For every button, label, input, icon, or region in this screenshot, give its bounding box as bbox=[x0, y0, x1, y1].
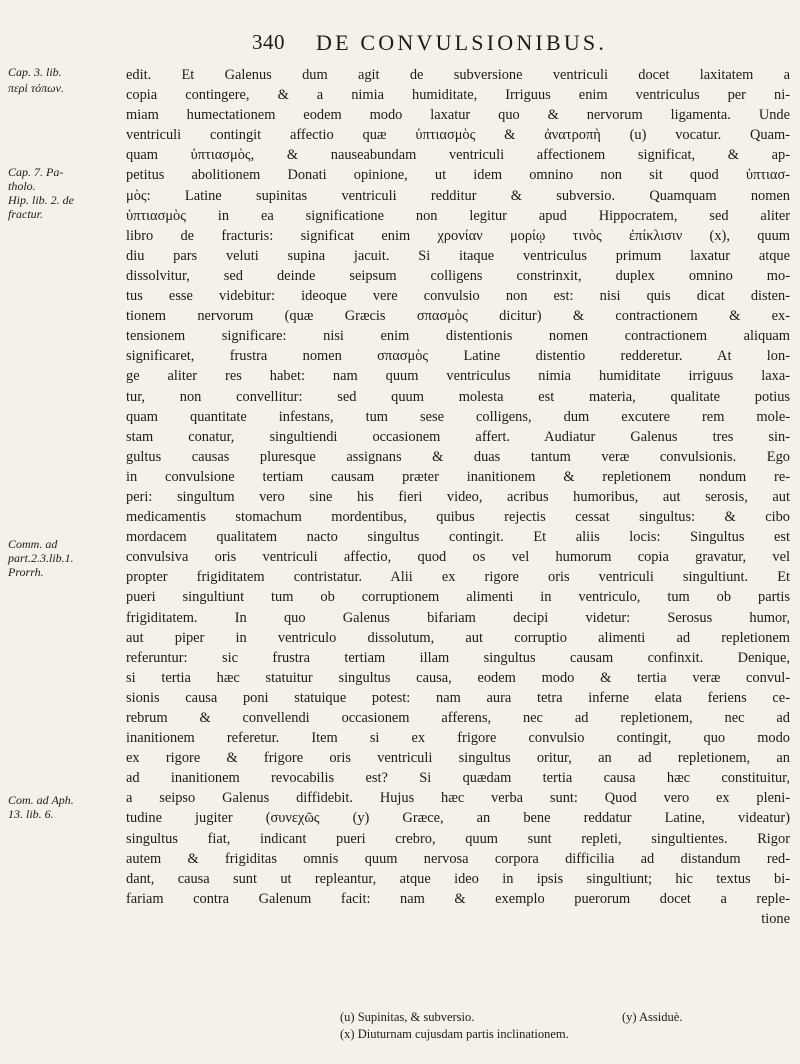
text-line: singultus fiat, indicant pueri crebro, quum sunt repleti, singultientes. Rigor bbox=[126, 830, 790, 847]
text-line: miam humectationem eodem modo laxatur quo & nervorum ligamenta. Unde bbox=[126, 107, 790, 124]
text-line: dant, causa sunt ut repleantur, atque ideo in ipsis singultiunt; hic textus bi- bbox=[126, 870, 790, 887]
text-line: referuntur: sic frustra tertiam illam singultus causam confinxit. Denique, bbox=[126, 649, 790, 666]
text-line: tudine jugiter (συνεχῶς (y) Græce, an bene reddatur Latine, videatur) bbox=[126, 810, 790, 827]
text-line: si tertia hæc statuitur singultus causa, eodem modo & tertia veræ convul- bbox=[126, 669, 790, 686]
text-line: in convulsione tertiam causam præter inanitionem & repletionem nondum re- bbox=[126, 468, 790, 485]
margin-note-tholo: tholo. bbox=[8, 179, 36, 193]
text-line: autem & frigiditas omnis quum nervosa corpora difficilia ad distandum red- bbox=[126, 850, 790, 867]
footnotes bbox=[0, 1010, 800, 1050]
text-line: pueri singultiunt tum ob corruptionem alimenti in ventriculo, tum ob partis bbox=[126, 589, 790, 606]
text-line: petitus abolitionem Donati opinione, ut idem omnino non sit quod ὑπτιασ- bbox=[126, 167, 790, 184]
text-line: stam conatur, singultiendi occasionem affert. Audiatur Galenus tres sin- bbox=[126, 428, 790, 445]
margin-note-fractur: fractur. bbox=[8, 207, 44, 221]
margin-note-greek: περὶ τόπων. bbox=[8, 81, 64, 95]
page-header bbox=[0, 30, 800, 58]
text-line: gultus causas pluresque assignans & duas tantum veræ convulsionis. Ego bbox=[126, 448, 790, 465]
margin-note-comm: Comm. ad bbox=[8, 537, 58, 551]
text-line: copia contingere, & a nimia humiditate, Irriguus enim ventriculus per ni- bbox=[126, 87, 790, 104]
text-line: mordacem qualitatem nacto singultus contingit. Et aliis locis: Singultus est bbox=[126, 529, 790, 546]
text-line: tione bbox=[761, 910, 790, 927]
text-line: edit. Et Galenus dum agit de subversione ventriculi docet laxitatem a bbox=[126, 67, 790, 83]
text-line: tur, non convellitur: sed quum molesta est materia, qualitate potius bbox=[126, 388, 790, 405]
text-line: ventriculi contingit affectio quæ ὑπτιασμὸς & ἀνατροπὴ (u) vocatur. Quam- bbox=[126, 127, 790, 144]
footnote-x: (x) Diuturnam cujusdam partis inclinationem. bbox=[340, 1027, 569, 1041]
text-line: quam ὑπτιασμὸς, & nauseabundam ventriculi affectionem significat, & ap- bbox=[126, 147, 790, 164]
text-line: propter frigiditatem contristatur. Alii ex rigore oris ventriculi singultiunt. Et bbox=[126, 569, 790, 586]
text-line: ad inanitionem revocabilis est? Si quædam tertia causa hæc constituitur, bbox=[126, 770, 790, 787]
margin-note-part: part.2.3.lib.1. bbox=[8, 551, 74, 565]
text-line: tensionem significare: nisi enim distentionis nomen contractionem aliquam bbox=[126, 328, 790, 345]
margin-note-hip: Hip. lib. 2. de bbox=[8, 193, 74, 207]
page-number: 340 bbox=[252, 30, 285, 54]
footnote-u: (u) Supinitas, & subversio. bbox=[340, 1010, 475, 1024]
text-line: dissolvitur, sed deinde seipsum colligens constrinxit, duplex omnino mo- bbox=[126, 267, 790, 284]
footnote-y: (y) Assiduè. bbox=[622, 1010, 683, 1024]
text-line: frigiditatem. In quo Galenus bifariam decipi videtur: Serosus humor, bbox=[126, 609, 790, 626]
text-line: tionem nervorum (quæ Græcis σπασμὸς dicitur) & contractionem & ex- bbox=[126, 308, 790, 325]
running-title: DE CONVULSIONIBUS. bbox=[316, 30, 608, 55]
text-line: inanitionem referetur. Item si ex frigore convulsio contingit, quo modo bbox=[126, 730, 790, 747]
text-line: rebrum & convellendi occasionem afferens, nec ad repletionem, nec ad bbox=[126, 710, 790, 726]
text-line: quam quantitate infestans, tum sese colligens, dum excutere rem mole- bbox=[126, 408, 790, 425]
text-line: ge aliter res habet: nam quum ventriculus nimia humiditate irriguus laxa- bbox=[126, 368, 790, 385]
text-line: ὑπτιασμὸς in ea significatione non legitur apud Hippocratem, sed aliter bbox=[126, 207, 790, 224]
margin-note-com-aph: Com. ad Aph. bbox=[8, 793, 74, 807]
margin-notes bbox=[0, 0, 118, 1064]
text-line: sionis causa poni statuique potest: nam aura tetra inferne elata feriens ce- bbox=[126, 689, 790, 706]
text-line: a seipso Galenus diffidebit. Hujus hæc verba sunt: Quod vero ex pleni- bbox=[126, 790, 790, 807]
margin-note-prorrh: Prorrh. bbox=[8, 565, 44, 579]
text-line: tus esse videbitur: ideoque vere convulsio non est: nisi quis dicat disten- bbox=[126, 288, 790, 305]
body-text bbox=[126, 65, 790, 929]
margin-note-cap3: Cap. 3. lib. bbox=[8, 65, 62, 79]
text-line: significaret, frustra nomen σπασμὸς Latine distentio redderetur. At lon- bbox=[126, 348, 790, 365]
text-line: aut piper in ventriculo dissolutum, aut corruptio alimenti ad repletionem bbox=[126, 629, 790, 646]
text-line: diu pars veluti supina jacuit. Si itaque ventriculus primum laxatur atque bbox=[126, 247, 790, 264]
text-line: ex rigore & frigore oris ventriculi singultus oritur, an ad repletionem, an bbox=[126, 750, 790, 767]
text-line: convulsiva oris ventriculi affectio, quod os vel humorum copia gravatur, vel bbox=[126, 549, 790, 566]
text-line: fariam contra Galenum facit: nam & exemplo puerorum docet a reple- bbox=[126, 890, 790, 907]
margin-note-lib6: 13. lib. 6. bbox=[8, 807, 54, 821]
text-line: medicamentis stomachum mordentibus, quibus rejectis cessat singultus: & cibo bbox=[126, 509, 790, 526]
text-line: peri: singultum vero sine his fieri video, acribus humoribus, aut serosis, aut bbox=[126, 488, 790, 505]
margin-note-cap7: Cap. 7. Pa- bbox=[8, 165, 64, 179]
text-line: libro de fracturis: significat enim χρονίαν μορίῳ τινὸς ἐπίκλισιν (x), quum bbox=[126, 227, 790, 244]
text-line: μὸς: Latine supinitas ventriculi redditur & subversio. Quamquam nomen bbox=[126, 187, 790, 204]
